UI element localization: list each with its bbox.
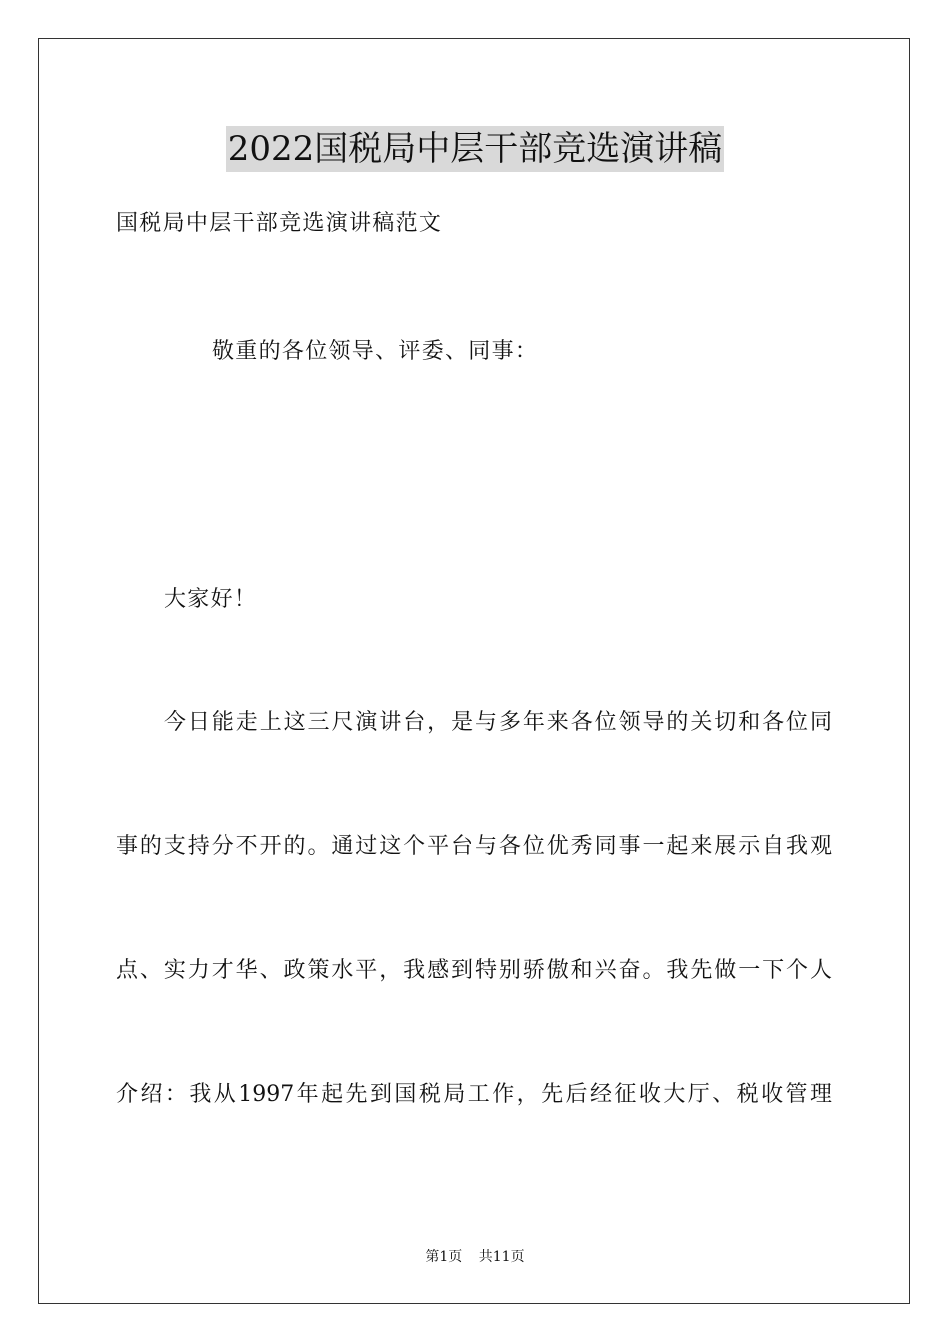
document-title: 2022国税局中层干部竞选演讲稿 bbox=[226, 126, 725, 172]
title-container bbox=[0, 126, 950, 172]
total-pages: 共11页 bbox=[478, 1249, 525, 1265]
document-subtitle: 国税局中层干部竞选演讲稿范文 bbox=[116, 211, 443, 236]
salutation: 敬重的各位领导、评委、同事： bbox=[212, 339, 539, 364]
paragraph-line-1: 今日能走上这三尺演讲台，是与多年来各位领导的关切和各位同 bbox=[164, 710, 832, 735]
paragraph-line-4: 介绍：我从1997年起先到国税局工作，先后经征收大厅、税收管理 bbox=[116, 1082, 832, 1107]
greeting: 大家好！ bbox=[164, 587, 258, 612]
paragraph-line-2: 事的支持分不开的。通过这个平台与各位优秀同事一起来展示自我观 bbox=[116, 834, 832, 859]
page-footer bbox=[0, 1247, 950, 1267]
page-number: 第1页 bbox=[425, 1249, 463, 1265]
paragraph-line-3: 点、实力才华、政策水平，我感到特别骄傲和兴奋。我先做一下个人 bbox=[116, 958, 832, 983]
